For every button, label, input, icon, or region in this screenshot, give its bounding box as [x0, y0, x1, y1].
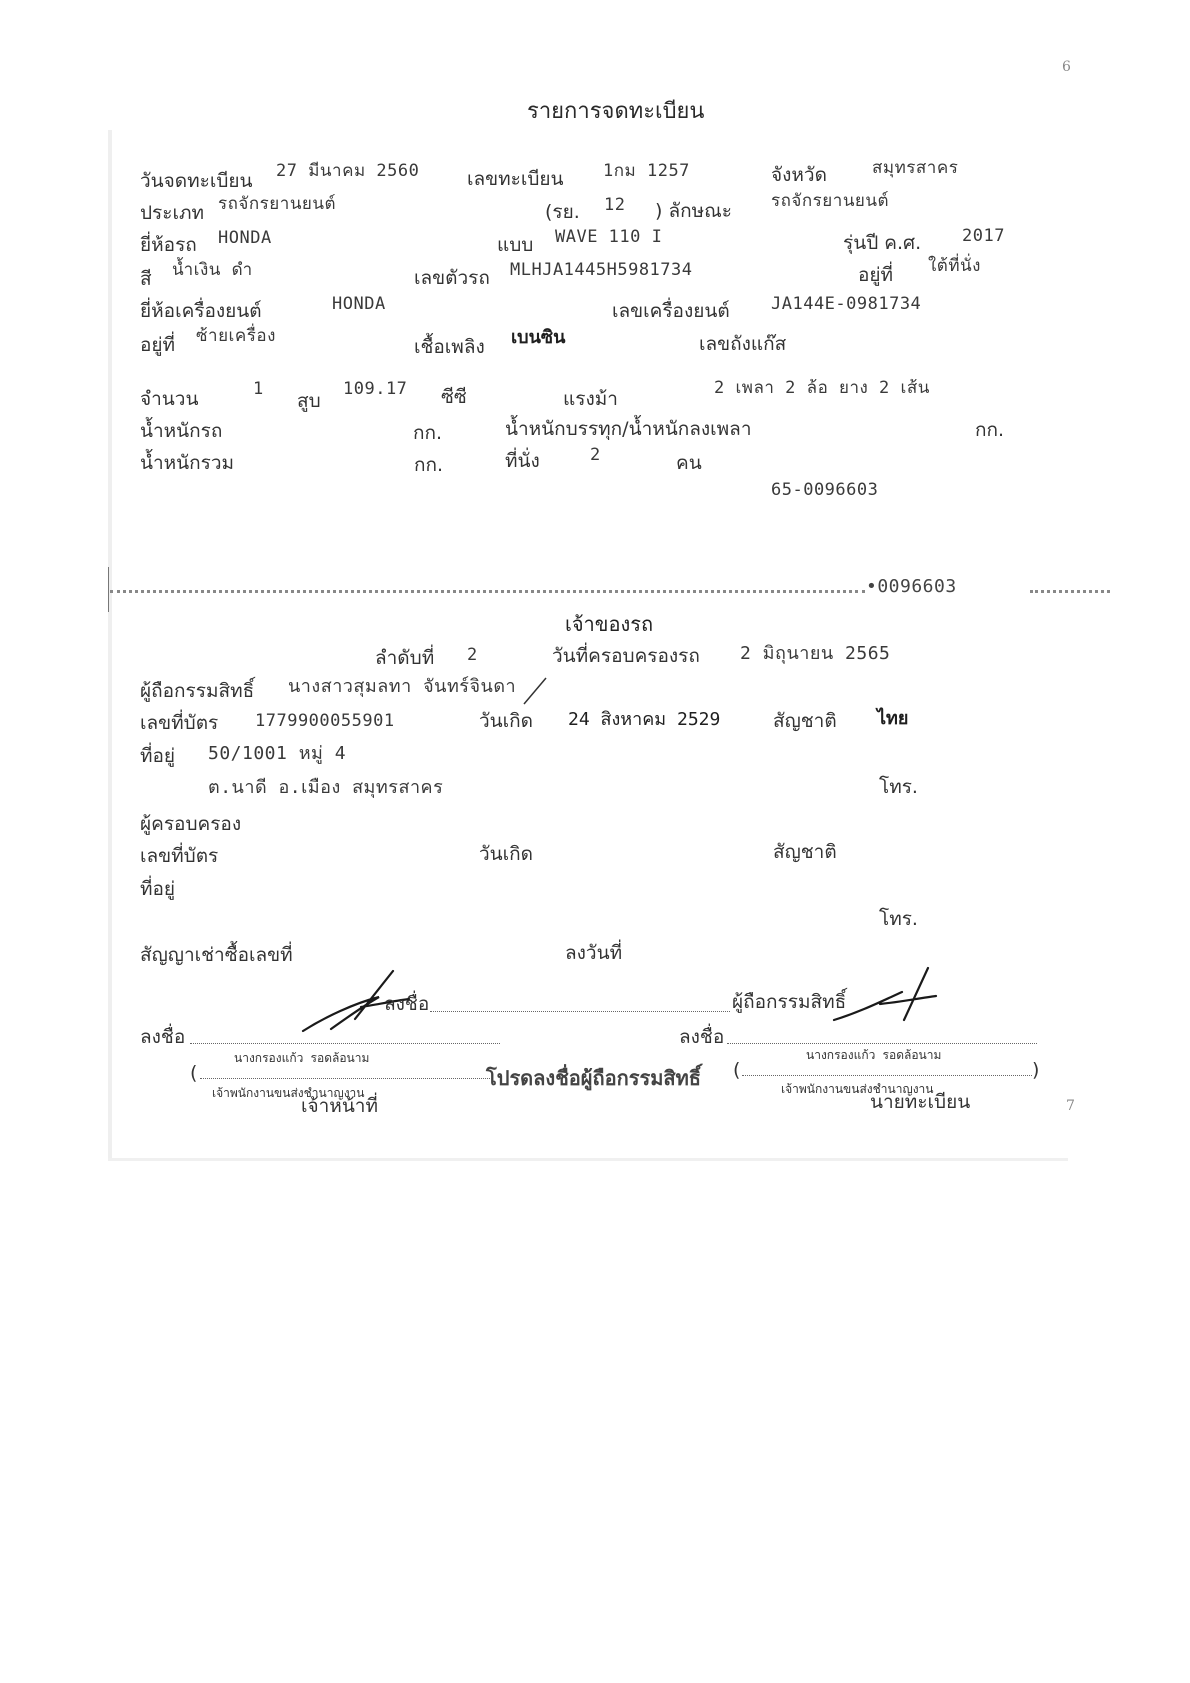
scan-shade [108, 130, 112, 1160]
class-close: ) ลักษณะ [655, 200, 732, 222]
dob-value: 24 สิงหาคม 2529 [568, 709, 721, 730]
section-divider [110, 590, 865, 593]
possession-date: 2 มิถุนายน 2565 [740, 643, 891, 664]
holder-role-label: ผู้ถือกรรมสิทธิ์ [732, 991, 847, 1013]
left-sign-label: ลงชื่อ [140, 1026, 186, 1048]
page-title: รายการจดทะเบียน [527, 99, 705, 124]
page-number-top: 6 [1062, 59, 1071, 75]
right-paren-close: ) [1032, 1059, 1040, 1081]
address-line2: ต.นาดี อ.เมือง สมุทรสาคร [208, 777, 444, 798]
class-open: (รย. [545, 201, 580, 223]
left-official-stamp: เจ้าพนักงานขนส่งชำนาญงาน [212, 1086, 365, 1100]
right-official-stamp: เจ้าพนักงานขนส่งชำนาญงาน [781, 1082, 934, 1096]
possessor-dob-label: วันเกิด [479, 843, 533, 865]
left-official-name: นางกรองแก้ว รอดล้อนาม [234, 1051, 370, 1065]
cc-label: ซีซี [441, 386, 467, 408]
cc-value: 109.17 [343, 379, 408, 399]
count-label: จำนวน [140, 388, 199, 410]
year-value: 2017 [962, 226, 1005, 246]
possessor-id-label: เลขที่บัตร [140, 845, 219, 867]
chassis-label: เลขตัวรถ [414, 267, 490, 289]
holder-signature-right [830, 962, 940, 1032]
holder-label: ผู้ถือกรรมสิทธิ์ [140, 680, 255, 702]
possessor-nationality-label: สัญชาติ [773, 841, 837, 863]
plate-value: 1กม 1257 [603, 161, 690, 181]
id-label: เลขที่บัตร [140, 712, 219, 734]
phone-label: โทร. [879, 776, 918, 798]
engine-no-label: เลขเครื่องยนต์ [612, 300, 730, 322]
left-sign-line [190, 1043, 500, 1044]
slash-mark [520, 676, 550, 706]
fuel-label: เชื้อเพลิง [414, 336, 485, 358]
right-official-name: นางกรองแก้ว รอดล้อนาม [806, 1048, 942, 1062]
address-label: ที่อยู่ [140, 745, 176, 767]
seats-label: ที่นั่ง [505, 450, 540, 472]
chassis-loc-label: อยู่ที่ [858, 264, 894, 286]
order-label: ลำดับที่ [375, 647, 435, 669]
right-sign-line [727, 1043, 1037, 1044]
province-label: จังหวัด [771, 164, 827, 186]
lease-contract-label: สัญญาเช่าซื้อเลขที่ [140, 944, 293, 966]
type-value: รถจักรยานยนต์ [218, 194, 337, 214]
cylinders-value: 1 [253, 379, 264, 399]
divider-tick [108, 567, 109, 612]
document-number: 65-0096603 [771, 480, 879, 500]
right-name-line [742, 1075, 1032, 1076]
order-value: 2 [467, 645, 478, 665]
nationality-value: ไทย [877, 708, 909, 729]
sign-prefix: ลงชื่อ [384, 993, 430, 1015]
page-number-bottom: 7 [1066, 1098, 1075, 1114]
engine-no-value: JA144E-0981734 [771, 294, 922, 314]
center-stamp: โปรดลงชื่อผู้ถือกรรมสิทธิ์ [486, 1066, 701, 1090]
seats-value: 2 [590, 445, 601, 465]
cylinders-label: สูบ [297, 390, 321, 412]
engine-loc-value: ซ้ายเครื่อง [196, 326, 276, 346]
right-official-title: นายทะเบียน [870, 1091, 971, 1113]
color-label: สี [140, 268, 152, 290]
id-value: 1779900055901 [255, 711, 395, 731]
divider-code: •0096603 [866, 576, 957, 597]
kg-1: กก. [413, 422, 443, 444]
possessor-phone-label: โทร. [879, 908, 918, 930]
engine-brand-value: HONDA [332, 294, 386, 314]
owner-heading: เจ้าของรถ [565, 612, 654, 636]
dob-label: วันเกิด [479, 710, 533, 732]
type-label: ประเภท [140, 202, 205, 224]
chassis-loc-value: ใต้ที่นั่ง [928, 256, 981, 276]
address-line1: 50/1001 หมู่ 4 [208, 743, 347, 764]
scan-shade-bottom [108, 1158, 1068, 1161]
kg-3: กก. [414, 454, 444, 476]
brand-value: HONDA [218, 228, 272, 248]
class-code: 12 [604, 195, 626, 215]
axles-value: 2 เพลา 2 ล้อ ยาง 2 เส้น [714, 378, 930, 398]
hp-label: แรงม้า [563, 388, 618, 410]
gas-tank-label: เลขถังแก๊ส [699, 333, 787, 355]
sign-dotted-line [430, 1011, 730, 1012]
gross-label: น้ำหนักรวม [140, 452, 235, 474]
possession-label: วันที่ครอบครองรถ [552, 645, 700, 667]
fuel-value: เบนซิน [511, 327, 566, 348]
kg-2: กก. [975, 419, 1005, 441]
left-name-line [200, 1078, 490, 1079]
left-official-title: เจ้าหน้าที่ [301, 1095, 379, 1117]
year-label: รุ่นปี ค.ศ. [843, 232, 922, 254]
load-label: น้ำหนักบรรทุก/น้ำหนักลงเพลา [505, 418, 752, 440]
reg-date-label: วันจดทะเบียน [140, 170, 253, 192]
nationality-label: สัญชาติ [773, 710, 837, 732]
lease-date-label: ลงวันที่ [565, 942, 623, 964]
engine-brand-label: ยี่ห้อเครื่องยนต์ [140, 300, 262, 322]
holder-name: นางสาวสุมลทา จันทร์จินดา [288, 676, 517, 697]
person-label: คน [676, 452, 702, 474]
possessor-label: ผู้ครอบครอง [140, 813, 242, 835]
right-paren-open: ( [733, 1059, 741, 1081]
chassis-value: MLHJA1445H5981734 [510, 260, 693, 280]
right-sign-label: ลงชื่อ [679, 1026, 725, 1048]
possessor-address-label: ที่อยู่ [140, 878, 176, 900]
section-divider-right [1030, 590, 1110, 593]
engine-loc-label: อยู่ที่ [140, 334, 176, 356]
brand-label: ยี่ห้อรถ [140, 234, 197, 256]
weight-label: น้ำหนักรถ [140, 420, 223, 442]
left-paren-open: ( [190, 1062, 198, 1084]
color-value: น้ำเงิน ดำ [172, 260, 253, 280]
province-value: สมุทรสาคร [872, 158, 959, 178]
body-style-value: รถจักรยานยนต์ [771, 191, 890, 211]
model-label: แบบ [497, 234, 534, 256]
plate-label: เลขทะเบียน [467, 168, 564, 190]
model-value: WAVE 110 I [555, 227, 663, 247]
reg-date-value: 27 มีนาคม 2560 [276, 161, 420, 181]
